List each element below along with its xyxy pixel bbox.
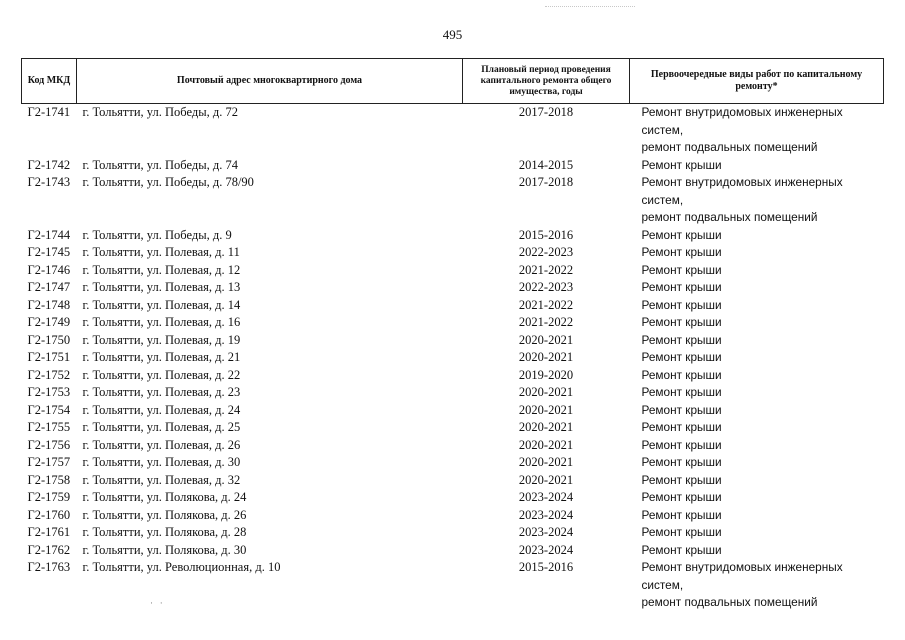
- works-line: Ремонт крыши: [641, 472, 722, 487]
- cell-works: [630, 402, 884, 420]
- table-row: [22, 244, 884, 262]
- cell-address: г. Тольятти, ул. Полякова, д. 28: [82, 525, 247, 539]
- cell-address: г. Тольятти, ул. Полевая, д. 13: [82, 280, 241, 294]
- works-line: Ремонт крыши: [641, 315, 722, 329]
- works-line: Ремонт крыши: [641, 245, 722, 259]
- works-line: Ремонт внутридомовых инженерных систем,: [641, 175, 843, 207]
- cell-address: г. Тольятти, ул. Полевая, д. 14: [82, 297, 241, 312]
- cell-code: Г2-1742: [27, 157, 71, 172]
- works-line: Ремонт крыши: [641, 385, 722, 399]
- cell-period: 2023-2024: [518, 542, 574, 557]
- header-address: Почтовый адрес многоквартирного дома: [77, 59, 463, 104]
- page-number: 495: [442, 27, 463, 42]
- cell-works: [630, 559, 884, 612]
- cell-code: Г2-1754: [27, 402, 71, 417]
- cell-address: г. Тольятти, ул. Полевая, д. 24: [82, 402, 241, 417]
- cell-period: 2017-2018: [518, 175, 574, 189]
- cell-code: Г2-1762: [27, 542, 71, 557]
- cell-code: Г2-1746: [27, 262, 71, 277]
- works-line: ремонт подвальных помещений: [641, 210, 818, 224]
- cell-code: Г2-1757: [27, 455, 71, 469]
- cell-code: Г2-1759: [27, 490, 71, 504]
- works-line: Ремонт крыши: [641, 455, 722, 469]
- cell-works: [630, 542, 884, 560]
- cell-code: Г2-1748: [27, 297, 71, 312]
- table-row: [22, 297, 884, 315]
- cell-address: г. Тольятти, ул. Полякова, д. 24: [82, 490, 247, 504]
- cell-period: 2020-2021: [518, 437, 574, 452]
- works-line: Ремонт крыши: [641, 280, 722, 294]
- cell-period: 2017-2018: [518, 105, 574, 119]
- cell-address: г. Тольятти, ул. Победы, д. 78/90: [82, 175, 254, 189]
- header-works: Первоочередные виды работ по капитальному ремонту*: [630, 59, 884, 104]
- works-line: Ремонт крыши: [641, 350, 722, 364]
- cell-address: г. Тольятти, ул. Полевая, д. 32: [82, 472, 241, 487]
- cell-period: 2019-2020: [518, 367, 574, 382]
- cell-period: 2023-2024: [518, 490, 574, 504]
- cell-works: [630, 279, 884, 297]
- cell-works: [630, 437, 884, 455]
- cell-period: 2021-2022: [518, 315, 574, 329]
- cell-period: 2020-2021: [518, 402, 574, 417]
- cell-address: г. Тольятти, ул. Полевая, д. 22: [82, 367, 241, 382]
- cell-period: 2020-2021: [518, 420, 574, 434]
- table-row: [22, 174, 884, 227]
- cell-code: Г2-1756: [27, 437, 71, 452]
- cell-code: Г2-1747: [27, 280, 71, 294]
- cell-period: 2015-2016: [518, 227, 574, 242]
- cell-address: г. Тольятти, ул. Полякова, д. 26: [82, 507, 247, 522]
- works-line: Ремонт крыши: [641, 490, 722, 504]
- table-row: [22, 542, 884, 560]
- cell-code: Г2-1751: [27, 350, 71, 364]
- cell-address: г. Тольятти, ул. Полевая, д. 21: [82, 350, 241, 364]
- table-row: [22, 402, 884, 420]
- cell-period: 2020-2021: [518, 385, 574, 399]
- cell-period: 2020-2021: [518, 332, 574, 347]
- cell-period: 2020-2021: [518, 350, 574, 364]
- cell-address: г. Тольятти, ул. Революционная, д. 10: [82, 560, 281, 574]
- cell-works: [630, 297, 884, 315]
- works-line: Ремонт крыши: [641, 542, 722, 557]
- table-row: [22, 104, 884, 157]
- cell-code: Г2-1760: [27, 507, 71, 522]
- cell-address: г. Тольятти, ул. Победы, д. 9: [82, 227, 232, 242]
- table-row: [22, 384, 884, 402]
- cell-works: [630, 332, 884, 350]
- cell-address: г. Тольятти, ул. Полевая, д. 19: [82, 332, 241, 347]
- table-row: [22, 157, 884, 175]
- cell-works: [630, 524, 884, 542]
- works-line: Ремонт крыши: [641, 507, 722, 522]
- cell-works: [630, 419, 884, 437]
- table-header: [22, 59, 884, 104]
- table-row: [22, 262, 884, 280]
- cell-code: Г2-1744: [27, 227, 71, 242]
- cell-works: [630, 314, 884, 332]
- table-row: [22, 472, 884, 490]
- cell-works: [630, 384, 884, 402]
- table-row: [22, 437, 884, 455]
- cell-period: 2020-2021: [518, 455, 574, 469]
- header-code: Код МКД: [22, 59, 77, 104]
- cell-period: 2023-2024: [518, 507, 574, 522]
- works-line: Ремонт крыши: [641, 437, 722, 452]
- cell-code: Г2-1741: [27, 105, 71, 119]
- works-line: Ремонт крыши: [641, 297, 722, 312]
- table-row: [22, 489, 884, 507]
- works-line: Ремонт крыши: [641, 525, 722, 539]
- table-row: [22, 454, 884, 472]
- cell-address: г. Тольятти, ул. Победы, д. 74: [82, 157, 238, 172]
- cell-code: Г2-1749: [27, 315, 71, 329]
- works-line: Ремонт крыши: [641, 402, 722, 417]
- works-line: ремонт подвальных помещений: [641, 140, 818, 154]
- works-line: Ремонт крыши: [641, 227, 722, 242]
- cell-period: 2021-2022: [518, 262, 574, 277]
- cell-code: Г2-1763: [27, 560, 71, 574]
- scan-dots: · ·: [150, 598, 163, 608]
- cell-works: [630, 244, 884, 262]
- cell-code: Г2-1753: [27, 385, 71, 399]
- cell-address: г. Тольятти, ул. Победы, д. 72: [82, 105, 238, 119]
- table-row: [22, 332, 884, 350]
- cell-code: Г2-1755: [27, 420, 71, 434]
- cell-code: Г2-1758: [27, 472, 71, 487]
- cell-code: Г2-1761: [27, 525, 71, 539]
- cell-period: 2023-2024: [518, 525, 574, 539]
- table-row: [22, 349, 884, 367]
- cell-address: г. Тольятти, ул. Полевая, д. 30: [82, 455, 241, 469]
- cell-works: [630, 489, 884, 507]
- cell-works: [630, 262, 884, 280]
- table-row: [22, 524, 884, 542]
- cell-address: г. Тольятти, ул. Полевая, д. 16: [82, 315, 241, 329]
- works-line: Ремонт внутридомовых инженерных систем,: [641, 560, 843, 592]
- cell-period: 2022-2023: [518, 245, 574, 259]
- cell-works: [630, 349, 884, 367]
- works-line: Ремонт крыши: [641, 262, 722, 277]
- cell-works: [630, 507, 884, 525]
- cell-code: Г2-1750: [27, 332, 71, 347]
- cell-code: Г2-1752: [27, 367, 71, 382]
- works-line: Ремонт крыши: [641, 367, 722, 382]
- cell-address: г. Тольятти, ул. Полевая, д. 26: [82, 437, 241, 452]
- cell-address: г. Тольятти, ул. Полякова, д. 30: [82, 542, 247, 557]
- table-row: [22, 367, 884, 385]
- scan-artifact: [545, 6, 635, 10]
- cell-period: 2021-2022: [518, 297, 574, 312]
- cell-works: [630, 157, 884, 175]
- table-body: [22, 104, 884, 612]
- repair-schedule-table: [21, 58, 884, 612]
- works-line: Ремонт крыши: [641, 420, 722, 434]
- cell-works: [630, 104, 884, 157]
- cell-works: [630, 174, 884, 227]
- cell-code: Г2-1745: [27, 245, 71, 259]
- cell-works: [630, 472, 884, 490]
- cell-address: г. Тольятти, ул. Полевая, д. 23: [82, 385, 241, 399]
- cell-works: [630, 367, 884, 385]
- cell-works: [630, 454, 884, 472]
- cell-works: [630, 227, 884, 245]
- table-row: [22, 279, 884, 297]
- cell-code: Г2-1743: [27, 175, 71, 189]
- table-row: [22, 507, 884, 525]
- cell-period: 2022-2023: [518, 280, 574, 294]
- works-line: Ремонт крыши: [641, 157, 722, 172]
- cell-address: г. Тольятти, ул. Полевая, д. 11: [82, 245, 240, 259]
- table-row: [22, 419, 884, 437]
- table-row: [22, 227, 884, 245]
- works-line: ремонт подвальных помещений: [641, 595, 818, 609]
- works-line: Ремонт крыши: [641, 332, 722, 347]
- table-row: [22, 314, 884, 332]
- cell-address: г. Тольятти, ул. Полевая, д. 25: [82, 420, 241, 434]
- header-period: Плановый период проведения капитального ремонта общего имущества, годы: [463, 59, 630, 104]
- cell-period: 2020-2021: [518, 472, 574, 487]
- cell-address: г. Тольятти, ул. Полевая, д. 12: [82, 262, 241, 277]
- works-line: Ремонт внутридомовых инженерных систем,: [641, 105, 843, 137]
- cell-period: 2014-2015: [518, 157, 574, 172]
- cell-period: 2015-2016: [518, 560, 574, 574]
